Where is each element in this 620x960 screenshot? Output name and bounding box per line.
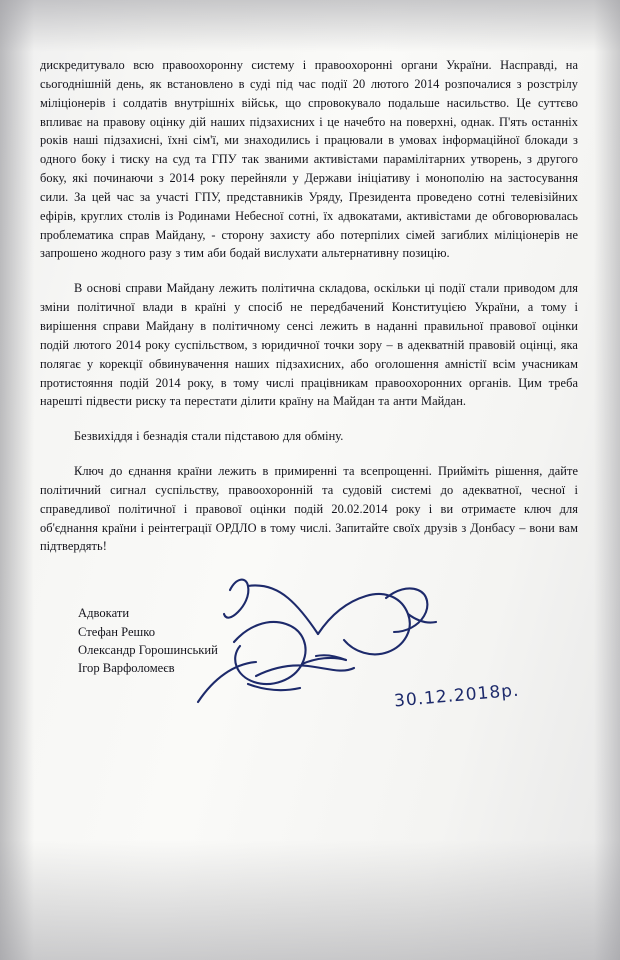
paragraph-1: дискредитувало всю правоохоронну систему і правоохоронні органи України. Насправді, на сьогоднішній день, як встановлено в суді під час події 20 лютого 2014 розпочалися з розстрілу міліціонерів і солдатів внутрішніх військ, що спровокувало подальше насильство. Це суттєво впливає на правову оцінку дій наших підзахисних і це начебто на поверхні, однак. П'ять останніх років наші підзахисні, їхні сім'ї, ми знаходились і працювали в умовах інформаційної блокади з одного боку і тиску на суд та ГПУ так званими активістами парамілітарних утворень, з другого боку, які починаючи з 2014 року перейняли у Держави ініціативу і монополію на застосування сили. За цей час за участі ГПУ, представників Уряду, Президента проведено сотні телевізійних ефірів, круглих столів із Родинами Небесної сотні, їх адвокатами, активістами де обговорювалась проблематика справ Майдану, - сторону захисту або потерпілих сімей загиблих міліціонерів не запрошено жодного разу з тим аби бодай вислухати альтернативну позицію.	[40, 58, 578, 261]
handwritten-date: 30.12.2018р.	[393, 680, 521, 712]
signatory-name-2: Олександр Горошинський	[78, 643, 218, 657]
signature-block	[40, 604, 578, 678]
paragraph-3: Безвихіддя і безнадія стали підставою для обміну.	[74, 429, 344, 444]
signatory-role-label: Адвокати	[78, 606, 130, 621]
page-bottom-shadow	[0, 840, 620, 960]
paragraph-4: Ключ до єднання країни лежить в примиренні та всепрощенні. Прийміть рішення, дайте політичний сигнал суспільству, правоохоронній та судовій системі до адекватної, чесної і справедливої політичної і правової оцінки подій 20.02.2014 року і ви отримаєте ключ для об'єднання країни і реінтеграції ОРДЛО в тому числі. Запитайте своїх друзів з Донбасу – вони вам підтвердять!	[40, 464, 578, 554]
signatory-name-3: Ігор Варфоломеєв	[78, 661, 175, 676]
paragraph-2: В основі справи Майдану лежить політична складова, оскільки ці події стали приводом для зміни політичної влади в країні у спосіб не передбачений Конституцією України, а тому і вирішення справи Майдану в політичному сенсі лежить в наданні правильної правової оцінки подій лютого 2014 року суспільством, з юридичної точки зору – в адекватній правовій оцінці, яка полягає у корекції обвинувачення наших підзахисних, або оголошення амністії всім учасникам протистояння подій 2014 року, в тому числі працівникам правоохоронних органів. Цим треба нарешті підвести риску та перестати ділити країну на Майдан та анти Майдан.	[40, 281, 578, 409]
signatory-name-1: Стефан Решко	[78, 624, 156, 639]
